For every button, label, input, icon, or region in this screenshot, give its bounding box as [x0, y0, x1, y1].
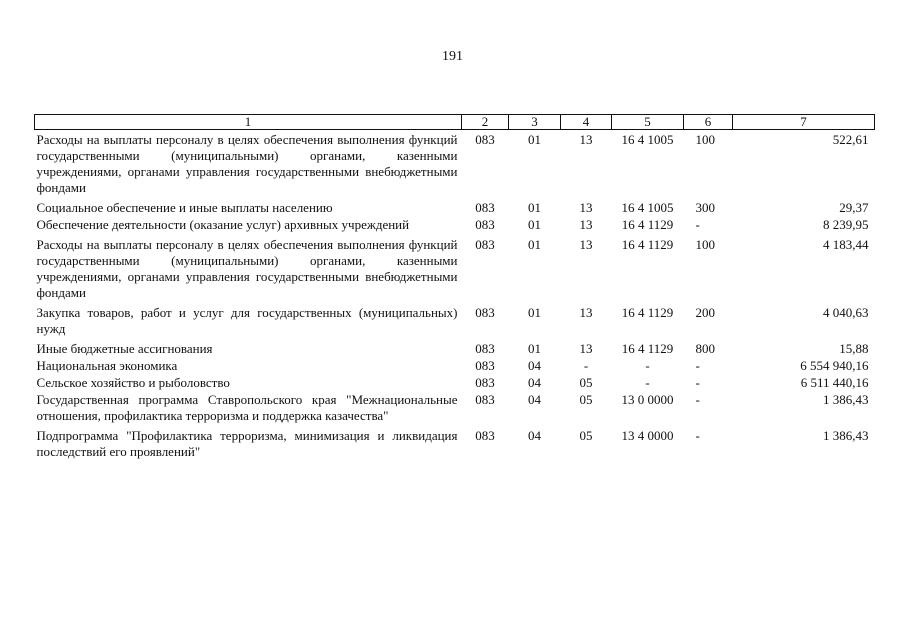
row-code-5: 16 4 1129: [621, 305, 674, 320]
row-sum: 1 386,43: [823, 392, 869, 407]
row-code-3: 01: [528, 132, 541, 147]
row-sum: 4 183,44: [823, 237, 869, 252]
row-code-5: 16 4 1005: [621, 200, 674, 215]
page-number: 191: [442, 49, 463, 64]
row-code-2: 083: [475, 305, 495, 320]
row-code-3: 04: [528, 428, 541, 443]
row-name: Сельское хозяйство и рыболовство: [36, 375, 230, 390]
row-code-3: 01: [528, 217, 541, 232]
row-name: Государственная программа Ставропольского края "Межнациональные отношения, профилактика терроризма и поддержка казачества": [36, 392, 458, 423]
row-code-6: -: [695, 217, 700, 232]
row-code-2: 083: [475, 392, 495, 407]
row-sum: 522,61: [832, 132, 869, 147]
row-code-3: 04: [528, 358, 541, 373]
row-code-3: 04: [528, 392, 541, 407]
row-code-5: 16 4 1129: [621, 237, 674, 252]
row-code-6: -: [695, 375, 700, 390]
row-code-2: 083: [475, 237, 495, 252]
table-row: [35, 375, 875, 392]
row-code-4: 05: [579, 428, 593, 443]
table-row: [35, 217, 875, 237]
row-code-4: 05: [579, 392, 593, 407]
row-code-3: 01: [528, 305, 541, 320]
table-row: [35, 341, 875, 358]
row-code-3: 01: [528, 237, 541, 252]
row-code-4: -: [583, 358, 589, 373]
row-name: Расходы на выплаты персоналу в целях обеспечения выполнения функций государственными (муниципальными) органами, казенными учреждениями, органами управления государственными внебюджетными фондами: [36, 237, 458, 300]
row-code-5: 16 4 1129: [621, 341, 674, 356]
row-code-6: 300: [695, 200, 715, 215]
row-name: Обеспечение деятельности (оказание услуг) архивных учреждений: [36, 217, 410, 232]
header-col-6: 6: [684, 115, 733, 130]
row-code-6: -: [695, 428, 700, 443]
header-col-3: 3: [509, 115, 561, 130]
row-code-6: 100: [695, 237, 715, 252]
row-code-2: 083: [475, 358, 495, 373]
header-col-4: 4: [561, 115, 612, 130]
table-row: [35, 130, 875, 201]
row-code-3: 01: [528, 200, 541, 215]
row-name: Национальная экономика: [36, 358, 178, 373]
row-name: Иные бюджетные ассигнования: [36, 341, 213, 356]
row-code-5: 13 4 0000: [621, 428, 674, 443]
row-sum: 1 386,43: [823, 428, 869, 443]
row-code-5: 13 0 0000: [621, 392, 674, 407]
row-name: Закупка товаров, работ и услуг для государственных (муниципальных) нужд: [36, 305, 458, 336]
table-row: [35, 392, 875, 428]
row-code-5: -: [645, 358, 650, 373]
row-code-4: 13: [579, 305, 593, 320]
table-row: [35, 358, 875, 375]
row-sum: 15,88: [839, 341, 869, 356]
row-sum: 6 511 440,16: [800, 375, 869, 390]
row-code-4: 13: [579, 132, 593, 147]
row-name: Социальное обеспечение и иные выплаты населению: [36, 200, 333, 215]
row-code-6: -: [695, 358, 700, 373]
table-row: [35, 237, 875, 305]
header-col-7: 7: [733, 115, 875, 130]
row-code-4: 13: [579, 200, 593, 215]
table-row: [35, 428, 875, 464]
row-code-2: 083: [475, 132, 495, 147]
row-code-2: 083: [475, 375, 495, 390]
header-col-1: 1: [35, 115, 462, 130]
row-code-4: 13: [579, 341, 593, 356]
row-code-5: 16 4 1129: [621, 217, 674, 232]
row-code-6: 200: [695, 305, 715, 320]
row-code-6: -: [695, 392, 700, 407]
row-code-4: 13: [579, 217, 593, 232]
row-code-4: 05: [579, 375, 593, 390]
row-sum: 29,37: [839, 200, 869, 215]
row-code-2: 083: [475, 217, 495, 232]
row-name: Подпрограмма "Профилактика терроризма, минимизация и ликвидация последствий его проявлений": [36, 428, 458, 459]
row-code-2: 083: [475, 200, 495, 215]
row-sum: 8 239,95: [823, 217, 869, 232]
header-col-2: 2: [462, 115, 509, 130]
row-code-5: -: [645, 375, 650, 390]
row-code-6: 800: [695, 341, 715, 356]
row-code-4: 13: [579, 237, 593, 252]
table-row: [35, 200, 875, 217]
row-code-5: 16 4 1005: [621, 132, 674, 147]
row-code-3: 01: [528, 341, 541, 356]
table-header-row: [35, 115, 875, 130]
header-col-5: 5: [612, 115, 684, 130]
row-code-6: 100: [695, 132, 715, 147]
row-name: Расходы на выплаты персоналу в целях обеспечения выполнения функций государственными (муниципальными) органами, казенными учреждениями, органами управления государственными внебюджетными фондами: [36, 132, 458, 195]
table-row: [35, 305, 875, 341]
budget-table: [34, 114, 875, 464]
row-code-2: 083: [475, 428, 495, 443]
row-code-2: 083: [475, 341, 495, 356]
row-sum: 4 040,63: [823, 305, 869, 320]
row-code-3: 04: [528, 375, 541, 390]
row-sum: 6 554 940,16: [800, 358, 869, 373]
